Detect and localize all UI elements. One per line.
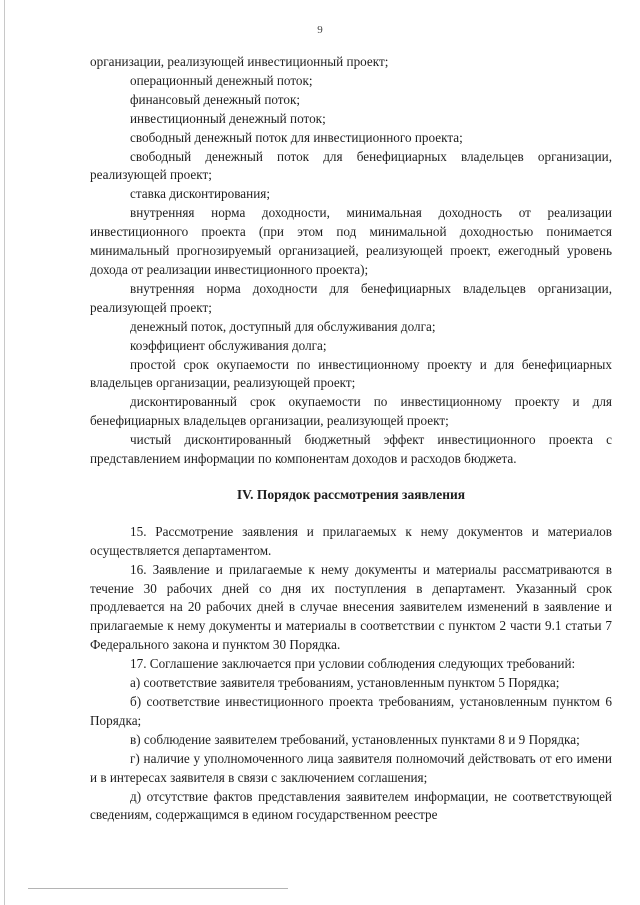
list-item: коэффициент обслуживания долга;: [130, 337, 327, 353]
list-item: операционный денежный поток;: [130, 72, 313, 88]
list-intro: организации, реализующей инвестиционный проект;: [90, 54, 389, 69]
scan-edge-left: [4, 0, 5, 905]
subitem-a: а) соответствие заявителя требованиям, установленным пунктом 5 Порядка;: [130, 675, 560, 691]
scan-edge-bottom: [28, 888, 288, 889]
subitem-v: в) соблюдение заявителем требований, установленных пунктами 8 и 9 Порядка;: [130, 731, 580, 747]
list-item: ставка дисконтирования;: [130, 186, 270, 202]
paragraph-15: 15. Рассмотрение заявления и прилагаемых к нему документов и материалов осуществляется департаментом.: [90, 523, 612, 558]
page-number: 9: [317, 24, 323, 36]
subitem-d: д) отсутствие фактов представления заявителем информации, не соответствующей сведениям, содержащимся в едином государственном реестре: [90, 788, 612, 823]
list-item: денежный поток, доступный для обслуживания долга;: [130, 318, 436, 334]
paragraph-17: 17. Соглашение заключается при условии соблюдения следующих требований:: [130, 656, 576, 672]
section-heading: IV. Порядок рассмотрения заявления: [236, 486, 466, 502]
list-item: свободный денежный поток для бенефициарных владельцев организации, реализующей проект;: [90, 148, 612, 183]
list-item: внутренняя норма доходности, минимальная доходность от реализации инвестиционного проекта (при этом под минимальной доходностью понимается минимальный прогнозируемый организацией, реализующей проект, ежегодный уровень дохода от реализации инвестиционного проекта);: [90, 205, 612, 277]
paragraph-16: 16. Заявление и прилагаемые к нему документы и материалы рассматриваются в течение 30 рабочих дней со дня их поступления в департамент. Указанный срок продлевается на 20 рабочих дней в случае внесения заявителем изменений в заявление и прилагаемые к нему документы и материалы в соответствии с пунктом 2 части 9.1 статьи 7 Федерального закона и пунктом 30 Порядка.: [90, 561, 612, 653]
subitem-g: г) наличие у уполномоченного лица заявителя полномочий действовать от его имени и в интересах заявителя в связи с заключением соглашения;: [90, 750, 612, 785]
list-item: внутренняя норма доходности для бенефициарных владельцев организации, реализующей проект;: [90, 280, 612, 315]
list-item: инвестиционный денежный поток;: [130, 110, 326, 126]
document-body: [90, 53, 612, 825]
list-item: простой срок окупаемости по инвестиционному проекту и для бенефициарных владельцев организации, реализующей проект;: [90, 356, 612, 391]
list-item: свободный денежный поток для инвестиционного проекта;: [130, 129, 463, 145]
list-item: дисконтированный срок окупаемости по инвестиционному проекту и для бенефициарных владельцев организации, реализующей проект;: [90, 394, 612, 429]
list-item: финансовый денежный поток;: [130, 91, 301, 107]
list-item: чистый дисконтированный бюджетный эффект инвестиционного проекта с представлением информации по компонентам доходов и расходов бюджета.: [90, 432, 612, 467]
subitem-b: б) соответствие инвестиционного проекта требованиям, установленным пунктом 6 Порядка;: [90, 694, 612, 728]
